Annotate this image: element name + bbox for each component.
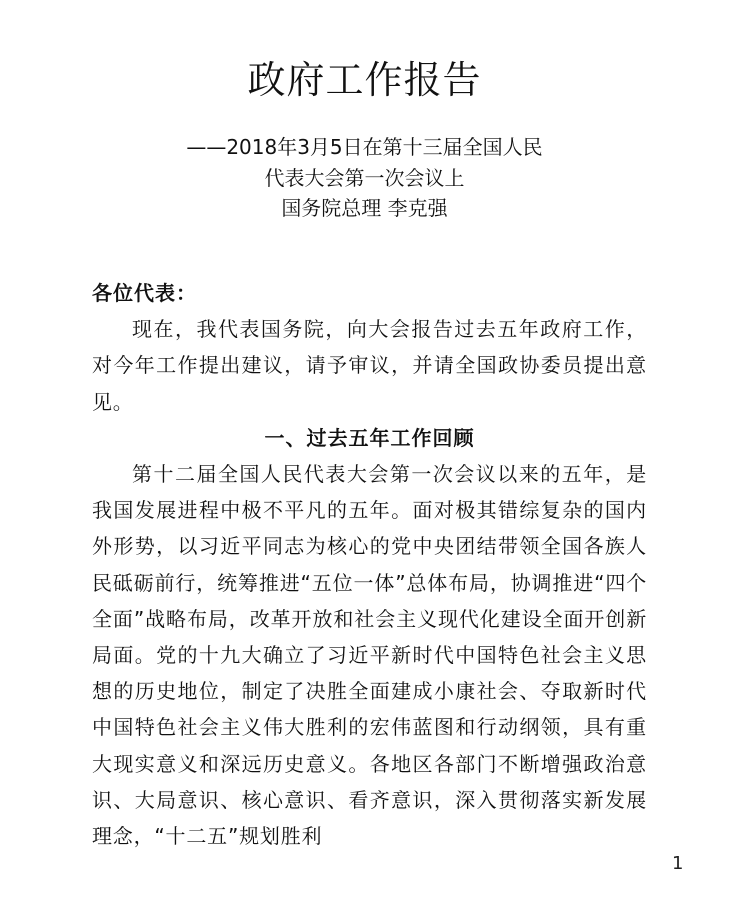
intro-paragraph: 现在，我代表国务院，向大会报告过去五年政府工作，对今年工作提出建议，请予审议，并请全国政协委员提出意见。 (92, 317, 647, 414)
subtitle-line-speaker: 国务院总理 李克强 (281, 196, 448, 220)
subtitle-line-date: ——2018年3月5日在第十三届全国人民 (186, 135, 543, 159)
subtitle-line-meeting: 代表大会第一次会议上 (264, 165, 465, 190)
document-title: 政府工作报告 (247, 58, 482, 102)
document-subtitle (0, 132, 729, 224)
section-heading: 一、过去五年工作回顾 (264, 425, 475, 450)
salutation: 各位代表： (92, 281, 197, 305)
page-number: 1 (672, 853, 684, 874)
section-paragraph: 第十二届全国人民代表大会第一次会议以来的五年，是我国发展进程中极不平凡的五年。面对极其错综复杂的国内外形势，以习近平同志为核心的党中央团结带领全国各族人民砥砺前行，统筹推进“五位一体”总体布局，协调推进“四个全面”战略布局，改革开放和社会主义现代化建设全面开创新局面。党的十九大确立了习近平新时代中国特色社会主义思想的历史地位，制定了决胜全面建成小康社会、夺取新时代中国特色社会主义伟大胜利的宏伟蓝图和行动纲领，具有重大现实意义和深远历史意义。各地区各部门不断增强政治意识、大局意识、核心意识、看齐意识，深入贯彻落实新发展理念，“十二五”规划胜利 (92, 462, 647, 849)
document-body (92, 275, 647, 854)
